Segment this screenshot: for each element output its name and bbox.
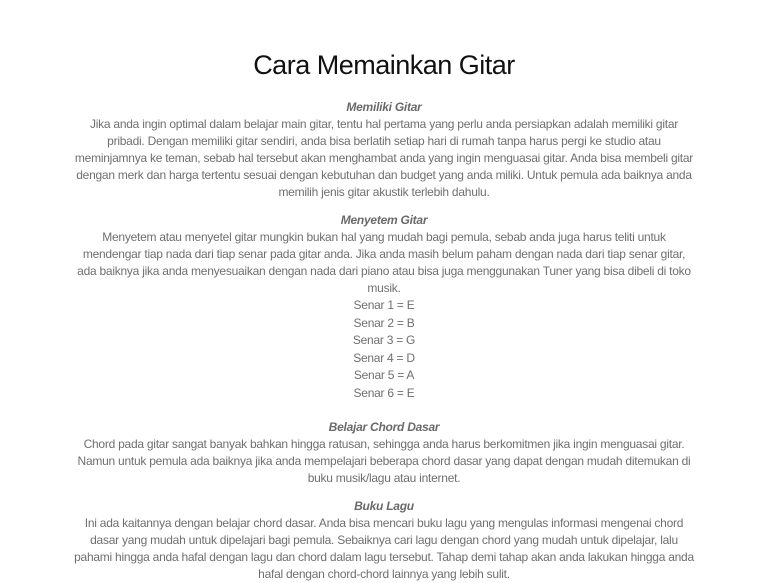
string-tuning-item: Senar 6 = E	[353, 385, 415, 400]
paragraph-line: Chord pada gitar sangat banyak bahkan hingga ratusan, sehingga anda harus berkomitmen jika ingin menguasai gitar.	[83, 437, 685, 451]
section-heading: Belajar Chord Dasar	[328, 420, 440, 434]
paragraph-line: Jika anda ingin optimal dalam belajar main gitar, tentu hal pertama yang perlu anda persiapkan adalah memiliki gitar	[89, 117, 679, 131]
paragraph-line: pribadi. Dengan memiliki gitar sendiri, anda bisa berlatih setiap hari di rumah tanpa harus pergi ke studio atau	[107, 134, 661, 148]
paragraph-line: musik.	[367, 281, 401, 295]
paragraph-line: hafal dengan chord-chord lainnya yang lebih sulit.	[258, 567, 510, 581]
section-menyetem-gitar	[0, 212, 768, 402]
paragraph-line: Ini ada kaitannya dengan belajar chord dasar. Anda bisa mencari buku lagu yang mengulas informasi mengenai chord	[84, 516, 684, 530]
string-tuning-item: Senar 3 = G	[352, 333, 416, 347]
section-buku-lagu	[0, 498, 768, 583]
string-tuning-item: Senar 1 = E	[353, 298, 415, 312]
string-tuning-item: Senar 5 = A	[353, 368, 415, 382]
section-heading: Menyetem Gitar	[340, 213, 428, 227]
paragraph-line: pahami hingga anda hafal dengan lagu dan chord dalam lagu tersebut. Tahap demi tahap akan anda lakukan hingga anda	[74, 550, 694, 564]
paragraph-line: dasar yang mudah untuk dipelajari bagi pemula. Sebaiknya cari lagu dengan chord yang mudah untuk dipelajar, lalu	[90, 533, 678, 547]
section-heading: Buku Lagu	[354, 499, 414, 513]
string-tuning-item: Senar 2 = B	[353, 315, 415, 330]
string-tuning-list	[0, 297, 768, 402]
paragraph-line: mendengar tiap nada dari tiap senar pada gitar anda. Jika anda masih belum paham dengan nada dari tiap senar gitar,	[82, 247, 686, 261]
slide-title: Cara Memainkan Gitar	[253, 50, 515, 80]
paragraph-line: meminjamnya ke teman, sebab hal tersebut akan menghambat anda yang ingin menguasai gitar. Anda bisa membeli gitar	[74, 151, 694, 165]
section-memiliki-gitar	[0, 99, 768, 201]
paragraph-line: buku musik/lagu atau internet.	[307, 471, 461, 485]
paragraph-line: memilih jenis gitar akustik terlebih dahulu.	[278, 185, 490, 199]
paragraph-line: Namun untuk pemula ada baiknya jika anda mempelajari beberapa chord dasar yang dapat dengan mudah ditemukan di	[77, 454, 691, 468]
string-tuning-item: Senar 4 = D	[353, 350, 415, 365]
slide-content	[0, 99, 768, 583]
paragraph-line: Menyetem atau menyetel gitar mungkin bukan hal yang mudah bagi pemula, sebab anda juga harus teliti untuk	[102, 230, 666, 244]
section-heading: Memiliki Gitar	[346, 100, 422, 114]
paragraph-line: dengan merk dan harga tertentu sesuai dengan kebutuhan dan budget yang anda miliki. Untuk pemula ada baiknya anda	[76, 168, 692, 182]
section-belajar-chord-dasar	[0, 419, 768, 487]
paragraph-line: ada baiknya jika anda menyesuaikan dengan nada dari piano atau bisa juga menggunakan Tuner yang bisa dibeli di toko	[77, 264, 691, 278]
